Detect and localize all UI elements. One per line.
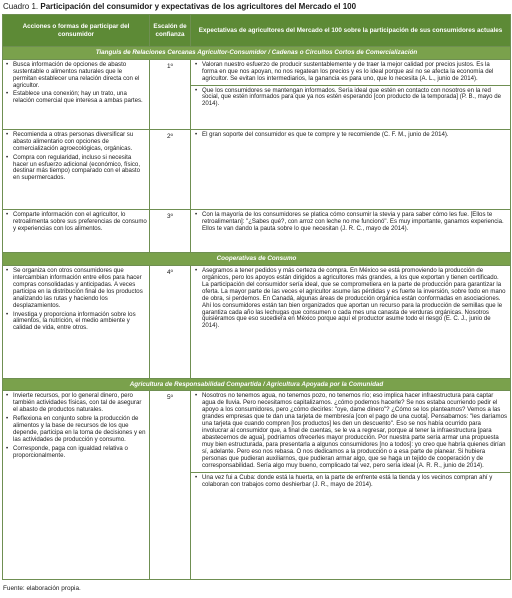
trust-level-cell: 1º bbox=[150, 59, 191, 129]
trust-level-cell: 5º bbox=[150, 391, 191, 580]
expectation-quote: • Nosotros no tenemos agua, no tenemos pozo, no tenemos río; eso implica hacer infraestructura para captar agua de lluvia. Pero necesitamos capitalizarnos. ¿cómo podemos hacerle? Se nos estaba ocurriendo pedir el apoyo a los consumidores, pero ¿cómo decirles: "oye, dame dinero"? ¿Cómo se los planteamos? Vemos a las grandes empresas que te dan una tarjeta de membresía [con el pago de una cuota]. Pensabamos: "les daríamos una tarjeta que cuando compren [los productos] les den un descuento". Eso se nos había ocurrido para involucrar al consumidor que, a final de cuentas, se le va a regresar, porque al tener la infraestructura [para abastecernos de agua], podríamos ofrecerles mayor producción. Por nuestra parte sería armar una propuesta muy bien estructurada, para presentarla a algunos consumidores [no a todos]: yo creo que habría quienes dirían sí, adelante. Pero eso nos rebasa. O nos dedicamos a la producción o a esa parte de planear. Si hubiera personas que pudieran auxiliarnos, que pudieran armar algo, que se haga un tejido de cooperación y de corresponsabilidad. Sería algo muy bueno, complicado tal vez, pero sería ideal (A. R. R., junio de 2014). bbox=[194, 393, 507, 469]
caption-text: Participación del consumidor y expectativas de los agricultores del Mercado el 100 bbox=[40, 2, 357, 11]
action-item: • Investiga y proporciona información sobre los alimentos, la nutrición, el medio ambiente y calidad de vida, entre otros. bbox=[6, 312, 147, 333]
expectation-quote: • Que los consumidores se mantengan informados. Sería ideal que estén en contacto con nosotros en la red social, que estén informados para que ya nos estén esperando [con producto de la temporada] (P. B., mayo de 2014). bbox=[194, 88, 507, 109]
table-row bbox=[3, 210, 511, 253]
expectation-quote: • Una vez fui a Cuba: donde está la huerta, en la parte de enfrente está la tienda y los vecinos compran ahí y colaboran con trabajos como deshierbar (J. R., mayo de 2014). bbox=[194, 475, 507, 489]
table-row bbox=[3, 129, 511, 210]
header-actions: Acciones o formas de participar del consumidor bbox=[3, 15, 150, 47]
expectation-quote: • Asegramos a tener pedidos y más certeza de compra. En México se está promoviendo la producción de orgánicos, pero los apoyos están dirigidos a agricultores más grandes, a los que exportan y tienen certificado. La participación del consumidor sería ideal, que se comprometiera en la parte de producción para garantizar la oferta. La mayor parte de las veces el agricultor asume las pérdidas y es fuerte la inversión, sobre todo en mano de obra, si perdemos. En Canadá, algunas áreas de producción orgánica están conformadas en asociaciones. Ahí los consumidores están tan bien organizados que aportan un recurso para la producción de semillas que le garantiza cada año las lechugas que consumen o cada mes una canasta de verduras orgánicas. Nosotros quisiéramos que eso sucediera en México porque aquí el productor asume todo el riesgo (E. C. J., junio de 2014). bbox=[194, 268, 507, 331]
actions-cell bbox=[3, 265, 150, 378]
trust-level-cell: 4º bbox=[150, 265, 191, 378]
participation-table bbox=[2, 14, 511, 580]
section-header-row bbox=[3, 378, 511, 391]
section-header-row bbox=[3, 47, 511, 60]
action-item: • Establece una conexión; hay un trato, una relación comercial que interesa a ambas partes. bbox=[6, 91, 147, 105]
expectations-cell bbox=[191, 59, 511, 129]
trust-level-cell: 2º bbox=[150, 129, 191, 210]
source-note: Fuente: elaboración propia. bbox=[3, 585, 81, 592]
table-row bbox=[3, 265, 511, 378]
expectation-quote: • El gran soporte del consumidor es que te compre y te recomiende (C. F. M., junio de 2014). bbox=[194, 132, 507, 139]
actions-cell bbox=[3, 391, 150, 580]
action-item: • Compra con regularidad, incluso si necesita hacer un esfuerzo adicional (económico, físico, destinar más tiempo) comparado con el abasto en supermercados. bbox=[6, 155, 147, 183]
expectation-quote: • Con la mayoría de los consumidores se platica cómo consumir la stevia y para saber cómo les fue. [Ellos te retroalimentan]: "¿Sabes qué?, con arroz con leche no me funcionó". Es muy importante, ganamos experiencia. Ellos te van dando la pauta sobre lo que necesitan (J. R. C., mayo de 2014). bbox=[194, 212, 507, 233]
action-item: • Corresponde, paga con igualdad relativa o proporcionalmente. bbox=[6, 446, 147, 460]
actions-cell bbox=[3, 59, 150, 129]
table-row bbox=[3, 59, 511, 129]
table-caption bbox=[3, 2, 509, 12]
quote-divider bbox=[191, 472, 510, 473]
expectations-cell bbox=[191, 265, 511, 378]
expectations-cell bbox=[191, 129, 511, 210]
expectation-quote: • Valoran nuestro esfuerzo de producir sustentablemente y de traer la mejor calidad por precios justos. Es la forma en que nos apoyan, no nos regatean los precios y es lo ideal porque así no se afecta la economía del agricultor. Se evitan los intermediarios, la ganancia es para uno, que lo necesita (A. L., junio de 2014). bbox=[194, 62, 507, 83]
section-title: Tianguis de Relaciones Cercanas Agricultor-Consumidor / Cadenas o Circuitos Cortos de Comercialización bbox=[3, 47, 511, 60]
actions-cell bbox=[3, 210, 150, 253]
section-title: Cooperativas de Consumo bbox=[3, 253, 511, 266]
action-item: • Invierte recursos, por lo general dinero, pero también actividades físicas, con tal de asegurar el abasto de productos naturales. bbox=[6, 393, 147, 414]
expectations-cell bbox=[191, 391, 511, 580]
quote-divider bbox=[191, 85, 510, 86]
action-item: • Comparte información con el agricultor, lo retroalimenta sobre sus preferencias de consumo y experiencias con los alimentos. bbox=[6, 212, 147, 233]
action-item: • Reflexiona en conjunto sobre la producción de alimentos y la base de recursos de los que depende, participa en la toma de decisiones y en las actividades de producción y consumo. bbox=[6, 416, 147, 444]
expectations-cell bbox=[191, 210, 511, 253]
section-header-row bbox=[3, 253, 511, 266]
caption-prefix: Cuadro 1. bbox=[3, 2, 39, 11]
trust-level-cell: 3º bbox=[150, 210, 191, 253]
action-item: • Recomienda a otras personas diversificar su abasto alimentario con opciones de comercialización agroecológicas, orgánicas. bbox=[6, 132, 147, 153]
action-item: • Busca información de opciones de abasto sustentable o alimentos naturales que le permitan establecer una relación directa con el agricultor. bbox=[6, 62, 147, 90]
section-title: Agricultura de Responsabilidad Compartida / Agricultura Apoyada por la Comunidad bbox=[3, 378, 511, 391]
header-expectations: Expectativas de agricultores del Mercado el 100 sobre la participación de sus consumidores actuales bbox=[191, 15, 511, 47]
table-header-row bbox=[3, 15, 511, 47]
table-row bbox=[3, 391, 511, 580]
actions-cell bbox=[3, 129, 150, 210]
header-trust-level: Escalón de confianza bbox=[150, 15, 191, 47]
action-item: • Se organiza con otros consumidores que intercambian información entre ellos para hacer compras consolidadas y anticipadas. A veces participa en la distribución final de los productos analizando las rutas y haciendo los desplazamientos. bbox=[6, 268, 147, 310]
